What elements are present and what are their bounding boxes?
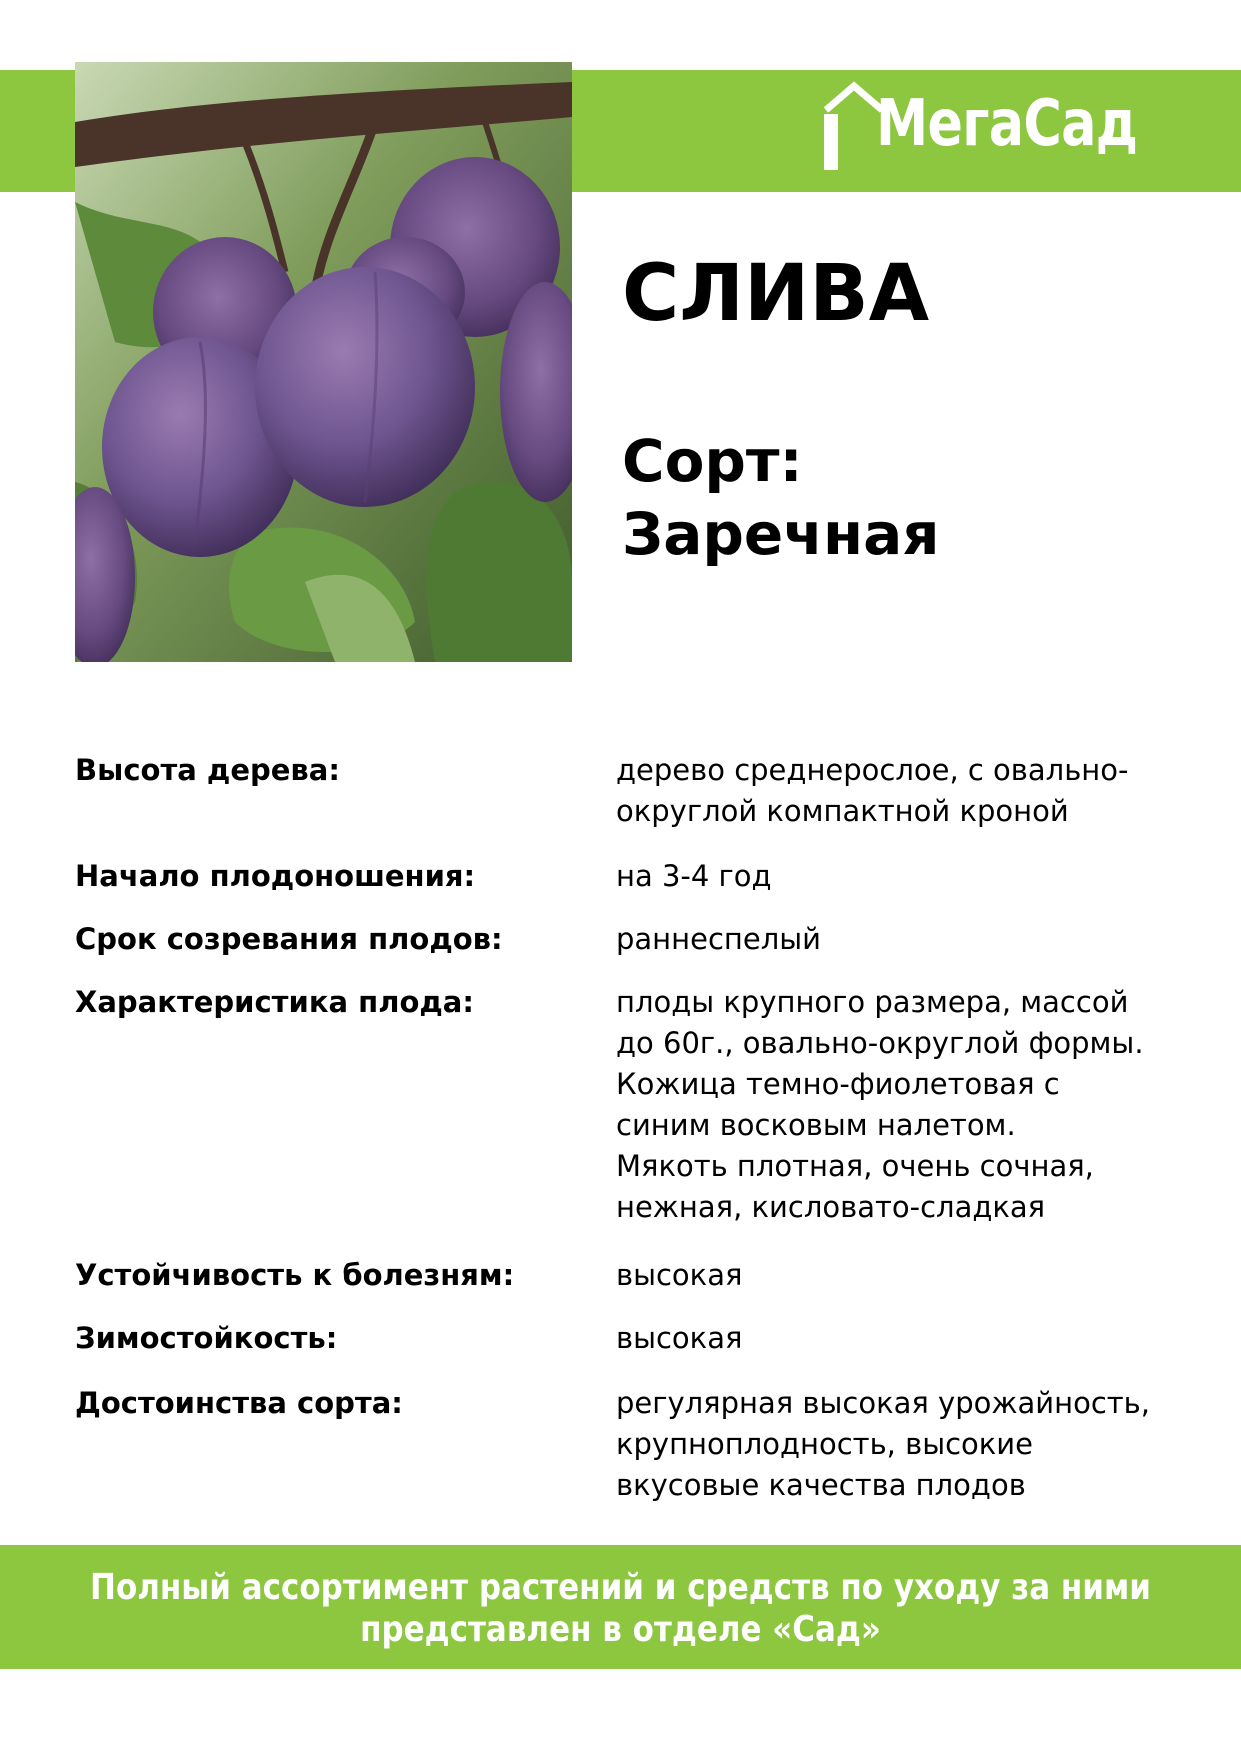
variety-name: Заречная (622, 500, 940, 568)
brand-logo (822, 80, 1172, 180)
footer-line-1: Полный ассортимент растений и средств по уходу за ними (90, 1567, 1151, 1608)
spec-label: Срок созревания плодов: (75, 922, 503, 956)
spec-value: раннеспелый (616, 922, 821, 956)
brand-name: МегаСад (876, 87, 1138, 161)
spec-label: Начало плодоношения: (75, 859, 476, 893)
footer-text (87, 1567, 1154, 1651)
spec-label: Высота дерева: (75, 753, 340, 787)
house-roof-icon (822, 80, 882, 172)
spec-label: Устойчивость к болезням: (75, 1258, 515, 1292)
spec-value: дерево среднерослое, с овально- округлой компактной кроной (616, 753, 1129, 828)
spec-value: регулярная высокая урожайность, крупноплодность, высокие вкусовые качества плодов (616, 1386, 1150, 1502)
product-title: СЛИВА (622, 249, 930, 339)
spec-label: Достоинства сорта: (75, 1386, 403, 1420)
plum-fruits-photo (75, 62, 572, 662)
footer-band (0, 1545, 1241, 1669)
spec-value: высокая (616, 1321, 743, 1355)
spec-value: плоды крупного размера, массой до 60г., овально-округлой формы. Кожица темно-фиолетовая с синим восковым налетом. Мякоть плотная, очень сочная, нежная, кисловато-сладкая (616, 985, 1144, 1224)
variety-label: Сорт: (622, 427, 803, 495)
footer-line-2: представлен в отделе «Сад» (360, 1609, 881, 1650)
spec-value: на 3-4 год (616, 859, 772, 893)
spec-label: Зимостойкость: (75, 1321, 338, 1355)
spec-label: Характеристика плода: (75, 985, 474, 1019)
spec-value: высокая (616, 1258, 743, 1292)
